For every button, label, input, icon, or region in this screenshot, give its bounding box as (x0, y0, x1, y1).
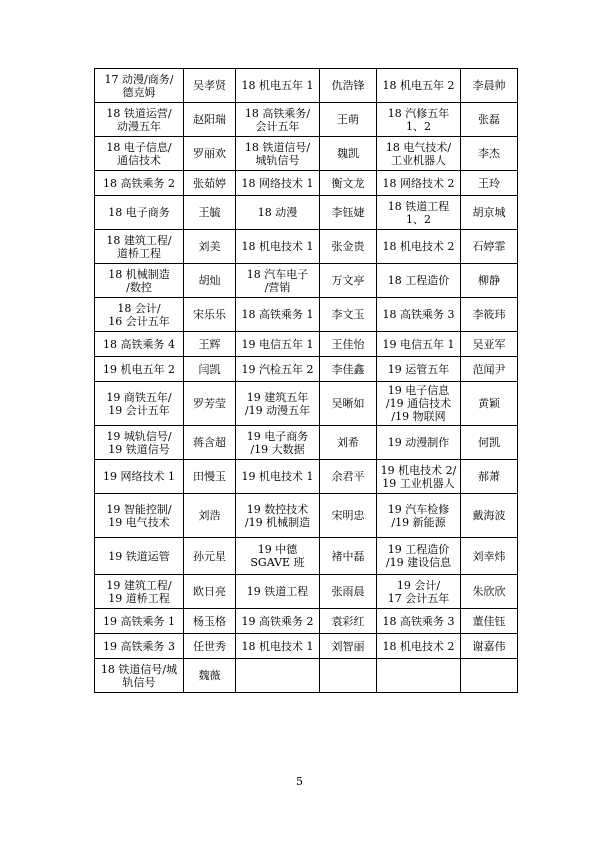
name-cell: 王毓 (184, 196, 236, 230)
table-row (95, 332, 518, 357)
class-cell: 19 汽车检修 /19 新能源 (377, 494, 461, 538)
name-cell: 张磊 (461, 103, 518, 137)
table-body (95, 69, 518, 693)
class-cell: 18 机电技术 2 (377, 634, 461, 659)
name-cell: 田慢玉 (184, 460, 236, 494)
class-cell (236, 659, 320, 693)
name-cell: 张雨晨 (320, 575, 377, 609)
class-cell: 18 会计/ 16 会计五年 (95, 298, 184, 332)
name-cell: 赵阳瑞 (184, 103, 236, 137)
table-row (95, 575, 518, 609)
table-row (95, 634, 518, 659)
name-cell: 魏凯 (320, 137, 377, 171)
name-cell: 褚中磊 (320, 538, 377, 575)
class-cell: 19 网络技术 1 (95, 460, 184, 494)
class-cell: 19 电信五年 1 (236, 332, 320, 357)
name-cell: 黄颖 (461, 382, 518, 426)
table-row (95, 137, 518, 171)
name-cell: 王玲 (461, 171, 518, 196)
name-cell: 余君平 (320, 460, 377, 494)
name-cell: 李佳鑫 (320, 357, 377, 382)
class-cell: 18 高铁乘务 3 (377, 609, 461, 634)
name-cell: 宋明忠 (320, 494, 377, 538)
table-row (95, 357, 518, 382)
class-cell: 19 电子信息 /19 通信技术 /19 物联网 (377, 382, 461, 426)
name-cell: 欧日亮 (184, 575, 236, 609)
class-cell: 18 建筑工程/ 道桥工程 (95, 230, 184, 264)
class-cell: 19 城轨信号/ 19 铁道信号 (95, 426, 184, 460)
name-cell: 罗芳莹 (184, 382, 236, 426)
class-cell: 18 网络技术 2 (377, 171, 461, 196)
class-cell: 19 建筑五年 /19 动漫五年 (236, 382, 320, 426)
class-cell: 18 汽修五年 1、2 (377, 103, 461, 137)
class-cell: 19 高铁乘务 1 (95, 609, 184, 634)
name-cell: 王萌 (320, 103, 377, 137)
name-cell: 任世秀 (184, 634, 236, 659)
class-cell: 19 铁道运管 (95, 538, 184, 575)
class-cell: 18 汽车电子 /营销 (236, 264, 320, 298)
name-cell: 刘希 (320, 426, 377, 460)
class-cell: 18 机电五年 1 (236, 69, 320, 103)
class-cell: 18 动漫 (236, 196, 320, 230)
name-cell: 蒋含超 (184, 426, 236, 460)
name-cell: 魏薇 (184, 659, 236, 693)
name-cell: 郝萧 (461, 460, 518, 494)
class-cell: 19 高铁乘务 2 (236, 609, 320, 634)
class-cell: 18 机电技术 1 (236, 634, 320, 659)
class-cell: 18 高铁乘务 4 (95, 332, 184, 357)
class-cell: 19 电信五年 1 (377, 332, 461, 357)
class-cell: 18 铁道工程 1、2 (377, 196, 461, 230)
name-cell: 范闻尹 (461, 357, 518, 382)
table-row (95, 538, 518, 575)
class-cell: 19 机电技术 2/ 19 工业机器人 (377, 460, 461, 494)
name-cell: 李晨帅 (461, 69, 518, 103)
name-cell: 张茹婷 (184, 171, 236, 196)
name-cell: 李筱玮 (461, 298, 518, 332)
name-cell: 石婷霏 (461, 230, 518, 264)
name-cell: 刘浩 (184, 494, 236, 538)
class-cell: 18 电子商务 (95, 196, 184, 230)
name-cell: 胡灿 (184, 264, 236, 298)
class-cell: 19 智能控制/ 19 电气技术 (95, 494, 184, 538)
table-row (95, 382, 518, 426)
name-cell: 张金贵 (320, 230, 377, 264)
class-cell: 18 铁道运营/ 动漫五年 (95, 103, 184, 137)
table-row (95, 659, 518, 693)
class-cell: 19 机电技术 1 (236, 460, 320, 494)
table-row (95, 460, 518, 494)
table-row (95, 264, 518, 298)
class-cell: 18 电子信息/ 通信技术 (95, 137, 184, 171)
name-cell: 朱欣欣 (461, 575, 518, 609)
page-number: 5 (296, 775, 303, 788)
table-row (95, 298, 518, 332)
name-cell (320, 659, 377, 693)
table-row (95, 609, 518, 634)
name-cell: 袁彩红 (320, 609, 377, 634)
class-cell: 19 运管五年 (377, 357, 461, 382)
class-cell: 19 动漫制作 (377, 426, 461, 460)
class-cell: 18 机械制造 /数控 (95, 264, 184, 298)
name-cell: 胡京城 (461, 196, 518, 230)
class-cell: 19 中德 SGAVE 班 (236, 538, 320, 575)
class-cell: 18 高铁乘务 2 (95, 171, 184, 196)
class-cell: 18 高铁乘务 3 (377, 298, 461, 332)
name-cell: 宋乐乐 (184, 298, 236, 332)
name-cell: 戴海波 (461, 494, 518, 538)
name-cell: 杨玉格 (184, 609, 236, 634)
table-row (95, 171, 518, 196)
name-cell: 仇浩锋 (320, 69, 377, 103)
class-cell: 18 机电技术 1 (236, 230, 320, 264)
class-cell: 19 电子商务 /19 大数据 (236, 426, 320, 460)
class-cell: 19 高铁乘务 3 (95, 634, 184, 659)
class-cell: 19 建筑工程/ 19 道桥工程 (95, 575, 184, 609)
class-cell (377, 659, 461, 693)
name-cell: 李文玉 (320, 298, 377, 332)
class-cell: 18 网络技术 1 (236, 171, 320, 196)
name-cell: 吴孝贤 (184, 69, 236, 103)
name-cell: 闫凯 (184, 357, 236, 382)
table-row (95, 69, 518, 103)
class-cell: 18 机电技术 2 (377, 230, 461, 264)
class-cell: 19 铁道工程 (236, 575, 320, 609)
class-cell: 19 商铁五年/ 19 会计五年 (95, 382, 184, 426)
class-cell: 19 工程造价 /19 建设信息 (377, 538, 461, 575)
class-cell: 19 数控技术 /19 机械制造 (236, 494, 320, 538)
name-cell: 谢嘉伟 (461, 634, 518, 659)
class-cell: 18 铁道信号/ 城轨信号 (236, 137, 320, 171)
class-cell: 17 动漫/商务/ 德克姆 (95, 69, 184, 103)
name-cell: 王辉 (184, 332, 236, 357)
table-row (95, 494, 518, 538)
class-cell: 18 机电五年 2 (377, 69, 461, 103)
name-cell: 刘智丽 (320, 634, 377, 659)
name-cell: 董佳钰 (461, 609, 518, 634)
name-cell: 何凯 (461, 426, 518, 460)
name-cell: 吴晰如 (320, 382, 377, 426)
name-cell: 李钰婕 (320, 196, 377, 230)
class-cell: 18 高铁乘务 1 (236, 298, 320, 332)
name-cell: 孙元星 (184, 538, 236, 575)
class-cell: 18 高铁乘务/ 会计五年 (236, 103, 320, 137)
name-cell: 衡文龙 (320, 171, 377, 196)
name-cell: 吴亚军 (461, 332, 518, 357)
class-cell: 18 工程造价 (377, 264, 461, 298)
table-row (95, 230, 518, 264)
name-cell: 罗丽欢 (184, 137, 236, 171)
name-cell: 刘幸炜 (461, 538, 518, 575)
name-cell: 刘美 (184, 230, 236, 264)
class-cell: 19 汽检五年 2 (236, 357, 320, 382)
class-cell: 19 机电五年 2 (95, 357, 184, 382)
name-cell: 柳静 (461, 264, 518, 298)
class-cell: 18 铁道信号/城 轨信号 (95, 659, 184, 693)
table-row (95, 196, 518, 230)
name-cell (461, 659, 518, 693)
class-assignment-table (94, 68, 518, 693)
table-row (95, 103, 518, 137)
name-cell: 万文亭 (320, 264, 377, 298)
name-cell: 王佳怡 (320, 332, 377, 357)
table-row (95, 426, 518, 460)
name-cell: 李杰 (461, 137, 518, 171)
class-cell: 18 电气技术/ 工业机器人 (377, 137, 461, 171)
class-cell: 19 会计/ 17 会计五年 (377, 575, 461, 609)
